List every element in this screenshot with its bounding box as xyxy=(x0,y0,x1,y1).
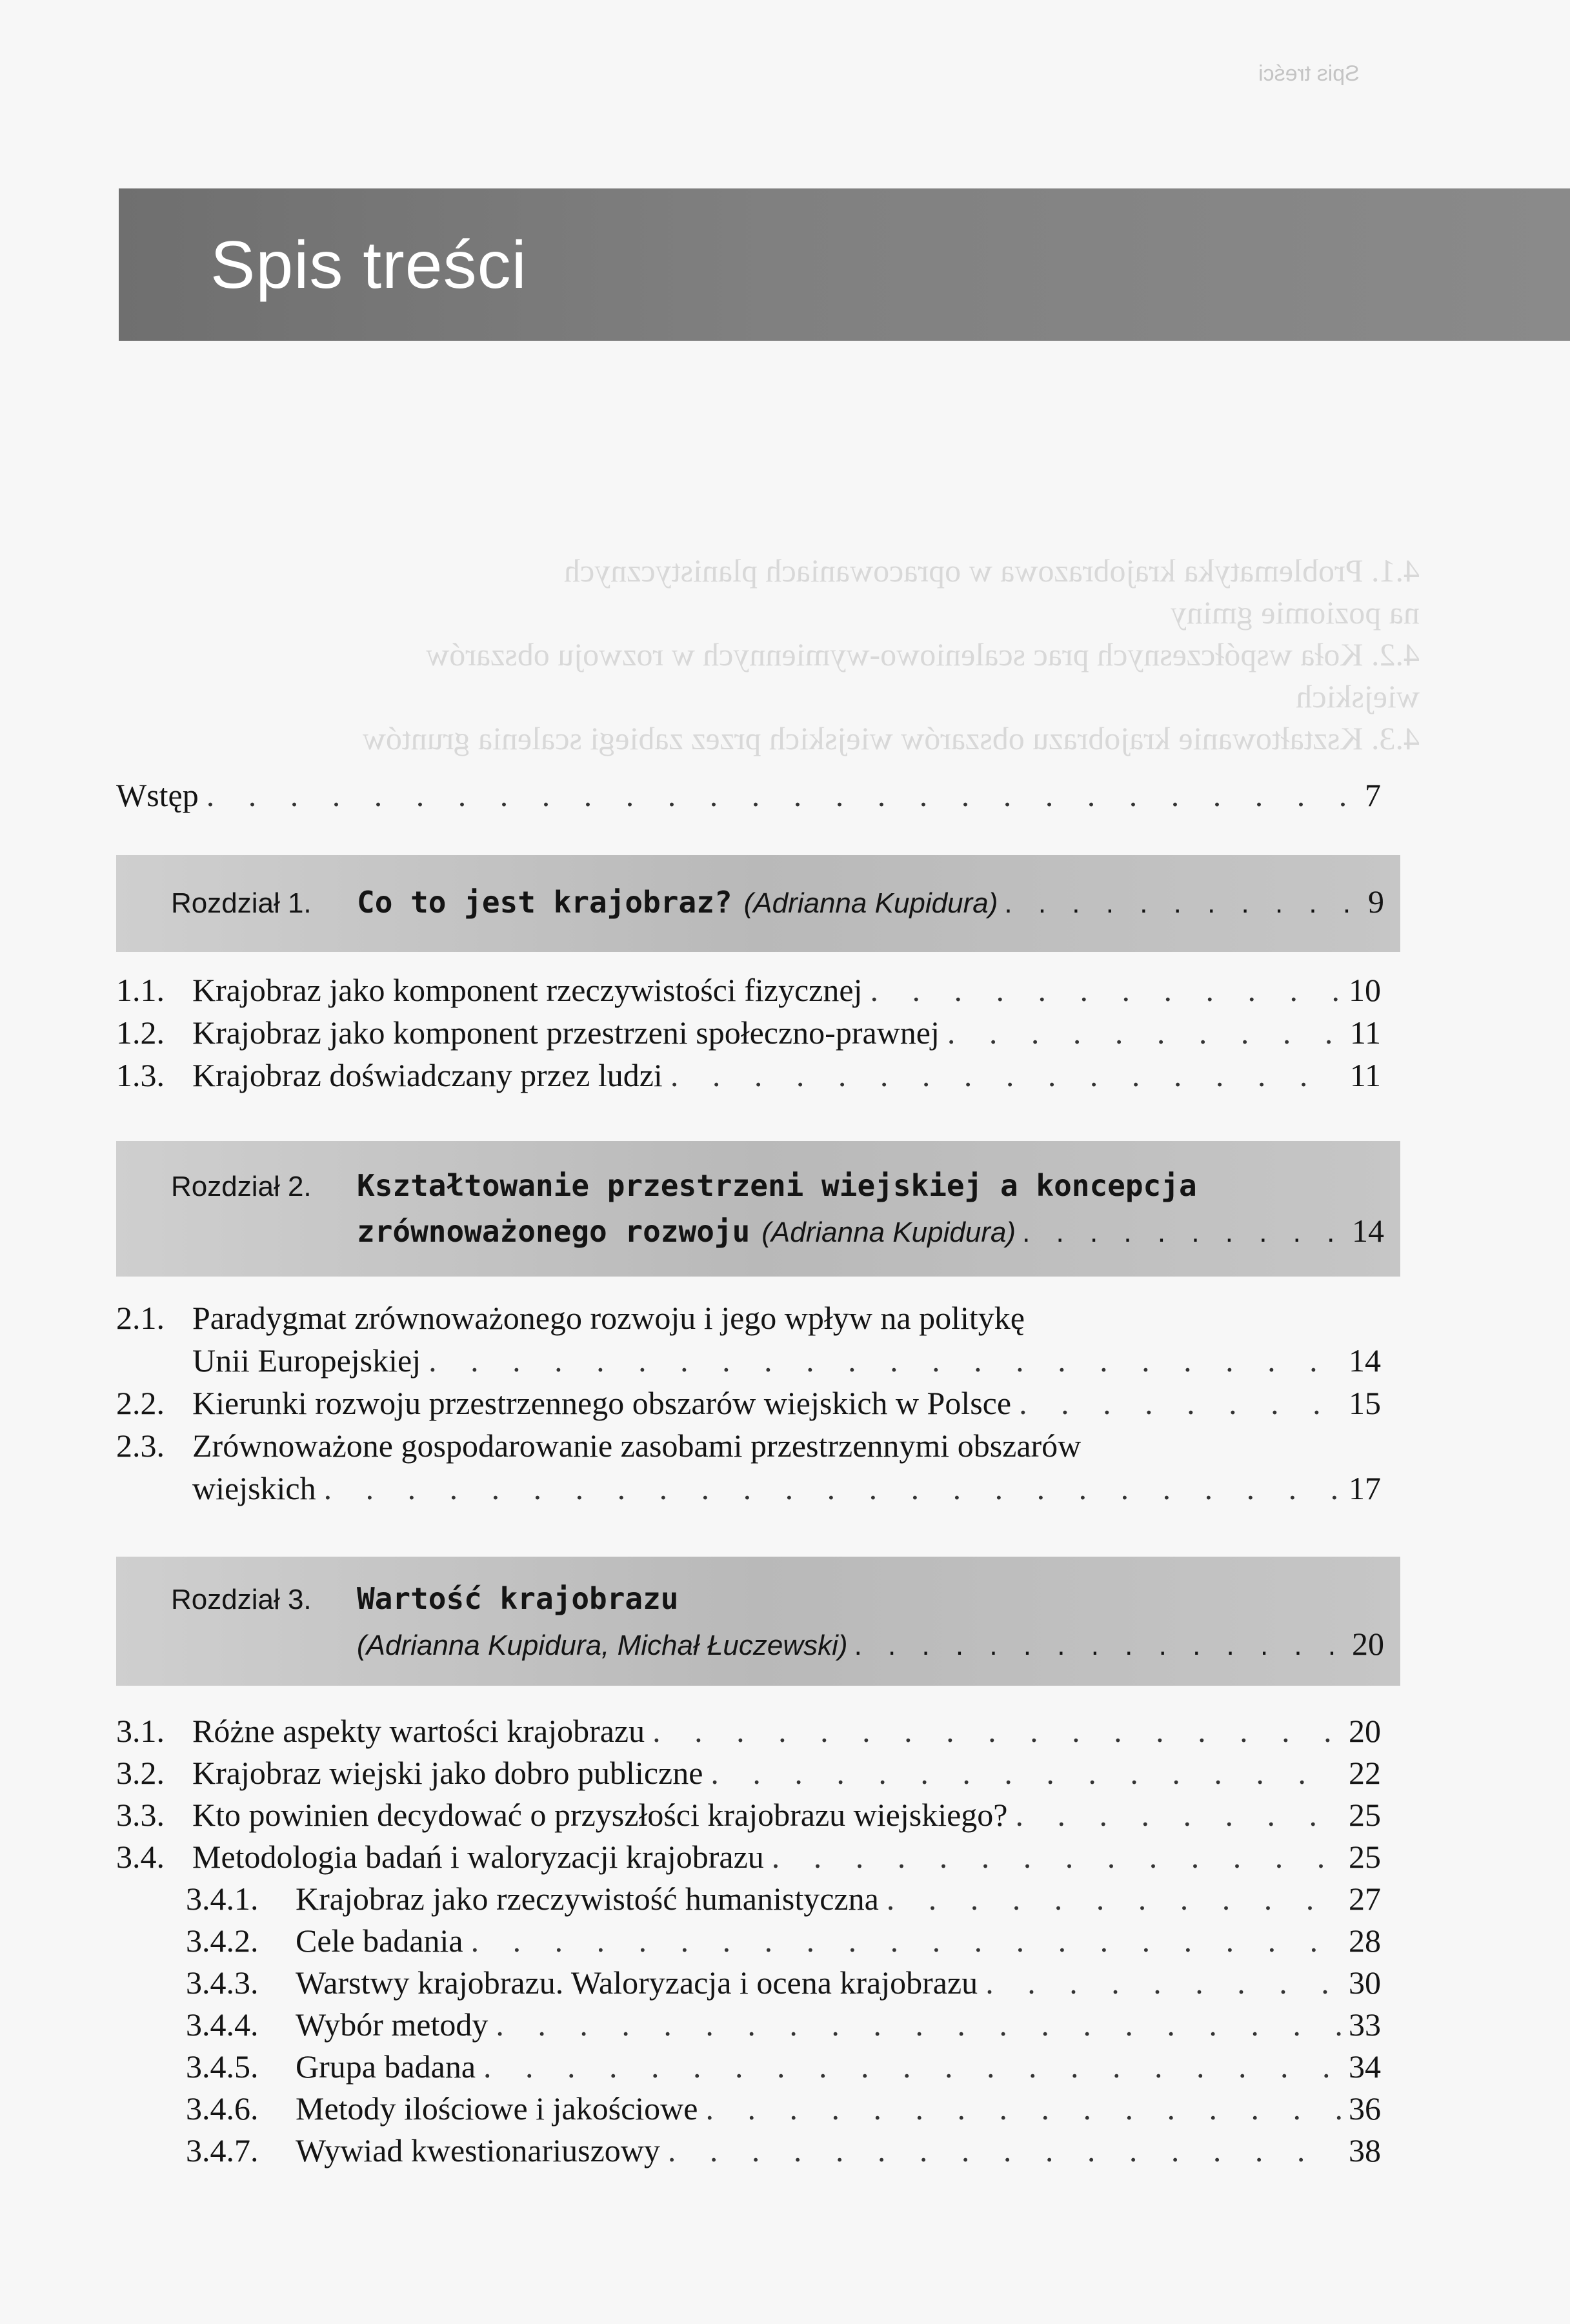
subsection-number: 3.4.5. xyxy=(186,2048,259,2085)
toc-section-cont[interactable] xyxy=(192,1468,1381,1509)
leader-dots xyxy=(668,2130,1341,2171)
chapter-heading-3[interactable] xyxy=(171,1578,1384,1621)
chapter-page: 20 xyxy=(1352,1626,1384,1662)
chapter-label: Rozdział 2. xyxy=(171,1171,312,1202)
leader-dots xyxy=(1015,1794,1341,1835)
leader-dots xyxy=(706,2088,1342,2129)
leader-dots xyxy=(670,1055,1342,1096)
section-page: 20 xyxy=(1349,1713,1381,1749)
section-page: 25 xyxy=(1349,1839,1381,1875)
leader-dots xyxy=(1004,883,1362,924)
section-label: Paradygmat zrównoważonego rozwoju i jego wpływ na politykę xyxy=(192,1300,1025,1336)
subsection-number: 3.4.3. xyxy=(186,1965,259,2001)
section-number: 3.3. xyxy=(116,1797,165,1833)
toc-entry-label: Wstęp xyxy=(116,777,199,813)
toc-section[interactable] xyxy=(116,1425,1381,1466)
section-label: Różne aspekty wartości krajobrazu xyxy=(192,1713,645,1749)
subsection-label: Cele badania xyxy=(296,1923,463,1959)
toc-section[interactable] xyxy=(116,1752,1381,1794)
leader-dots xyxy=(483,2046,1341,2087)
section-label: Zrównoważone gospodarowanie zasobami przestrzennymi obszarów xyxy=(192,1428,1082,1464)
subsection-number: 3.4.1. xyxy=(186,1881,259,1917)
subsection-label: Wywiad kwestionariuszowy xyxy=(296,2132,660,2168)
leader-dots xyxy=(1019,1382,1341,1424)
section-label: Krajobraz doświadczany przez ludzi xyxy=(192,1057,663,1093)
section-number: 1.1. xyxy=(116,972,165,1008)
chapter-heading-1[interactable] xyxy=(171,881,1384,924)
section-label: Kto powinien decydować o przyszłości krajobrazu wiejskiego? xyxy=(192,1797,1008,1833)
toc-section[interactable] xyxy=(116,1794,1381,1835)
leader-dots xyxy=(324,1468,1341,1509)
leader-dots xyxy=(471,1920,1341,1961)
leader-dots xyxy=(887,1878,1341,1919)
section-number: 3.4. xyxy=(116,1839,165,1875)
toc-section[interactable] xyxy=(116,1382,1381,1424)
leader-dots xyxy=(496,2004,1341,2045)
toc-section[interactable] xyxy=(116,969,1381,1011)
subsection-page: 28 xyxy=(1349,1923,1381,1959)
subsection-page: 38 xyxy=(1349,2132,1381,2168)
leader-dots xyxy=(854,1625,1345,1666)
section-number: 2.3. xyxy=(116,1428,165,1464)
chapter-author: (Adrianna Kupidura) xyxy=(743,887,998,919)
toc-subsection[interactable] xyxy=(186,1878,1381,1919)
section-label-cont: wiejskich xyxy=(192,1470,316,1506)
subsection-page: 34 xyxy=(1349,2048,1381,2085)
toc-subsection[interactable] xyxy=(186,1920,1381,1961)
chapter-page: 14 xyxy=(1352,1213,1384,1249)
section-page: 10 xyxy=(1349,972,1381,1008)
subsection-number: 3.4.7. xyxy=(186,2132,259,2168)
section-label: Krajobraz wiejski jako dobro publiczne xyxy=(192,1755,703,1791)
leader-dots xyxy=(1022,1212,1345,1253)
section-label: Metodologia badań i waloryzacji krajobrazu xyxy=(192,1839,764,1875)
page-title: Spis treści xyxy=(210,228,527,303)
subsection-label: Wybór metody xyxy=(296,2006,488,2043)
section-page: 11 xyxy=(1349,1057,1381,1093)
section-number: 1.2. xyxy=(116,1015,165,1051)
leader-dots xyxy=(985,1962,1341,2003)
leader-dots xyxy=(772,1836,1341,1877)
section-number: 3.2. xyxy=(116,1755,165,1791)
section-page: 15 xyxy=(1349,1385,1381,1421)
section-page: 17 xyxy=(1349,1470,1381,1506)
chapter-author: (Adrianna Kupidura, Michał Łuczewski) xyxy=(357,1630,848,1661)
chapter-heading-2-cont[interactable] xyxy=(357,1210,1384,1253)
leader-dots xyxy=(947,1012,1342,1053)
chapter-band xyxy=(116,1141,1400,1277)
subsection-page: 36 xyxy=(1349,2090,1381,2127)
section-page: 14 xyxy=(1349,1342,1381,1379)
chapter-label: Rozdział 3. xyxy=(171,1584,312,1615)
chapter-author: (Adrianna Kupidura) xyxy=(761,1217,1016,1248)
toc-subsection[interactable] xyxy=(186,2004,1381,2045)
section-page: 22 xyxy=(1349,1755,1381,1791)
bleed-through-line: 4.1. Problematyka krajobrazowa w opracowaniach planistycznych xyxy=(564,552,1420,589)
toc-section[interactable] xyxy=(116,1710,1381,1752)
toc-section[interactable] xyxy=(116,1012,1381,1053)
running-header: Spis treści xyxy=(1258,61,1360,86)
subsection-label: Grupa badana xyxy=(296,2048,476,2085)
section-label: Krajobraz jako komponent przestrzeni społeczno-prawnej xyxy=(192,1015,940,1051)
section-number: 2.2. xyxy=(116,1385,165,1421)
subsection-number: 3.4.2. xyxy=(186,1923,259,1959)
subsection-number: 3.4.4. xyxy=(186,2006,259,2043)
chapter-title: Co to jest krajobraz? xyxy=(357,885,732,920)
toc-section[interactable] xyxy=(116,1055,1381,1096)
subsection-page: 30 xyxy=(1349,1965,1381,2001)
bleed-through-line: wiejskich xyxy=(1296,678,1420,714)
toc-subsection[interactable] xyxy=(186,2130,1381,2171)
section-number: 3.1. xyxy=(116,1713,165,1749)
leader-dots xyxy=(428,1340,1341,1381)
chapter-title: Wartość krajobrazu xyxy=(357,1581,679,1616)
section-number: 1.3. xyxy=(116,1057,165,1093)
leader-dots xyxy=(206,774,1357,816)
section-label: Krajobraz jako komponent rzeczywistości fizycznej xyxy=(192,972,863,1008)
chapter-title-cont: zrównoważonego rozwoju xyxy=(357,1214,750,1249)
subsection-label: Krajobraz jako rzeczywistość humanistyczna xyxy=(296,1881,879,1917)
toc-subsection[interactable] xyxy=(186,1962,1381,2003)
leader-dots xyxy=(870,969,1341,1011)
subsection-label: Metody ilościowe i jakościowe xyxy=(296,2090,698,2127)
section-label: Kierunki rozwoju przestrzennego obszarów wiejskich w Polsce xyxy=(192,1385,1012,1421)
toc-entry-intro[interactable] xyxy=(116,774,1381,816)
section-number: 2.1. xyxy=(116,1300,165,1336)
bleed-through-line: na poziomie gminy xyxy=(1170,594,1420,631)
bleed-through-line: 4.2. Koła współczesnych prac scaleniowo-wymiennych w rozwoju obszarów xyxy=(426,636,1420,672)
section-page: 11 xyxy=(1349,1015,1381,1051)
toc-subsection[interactable] xyxy=(186,2046,1381,2087)
toc-section[interactable] xyxy=(116,1836,1381,1877)
chapter-title: Kształtowanie przestrzeni wiejskiej a koncepcja xyxy=(357,1168,1197,1203)
chapter-page: 9 xyxy=(1368,884,1384,920)
subsection-page: 33 xyxy=(1349,2006,1381,2043)
section-label-cont: Unii Europejskiej xyxy=(192,1342,421,1379)
subsection-label: Warstwy krajobrazu. Waloryzacja i ocena krajobrazu xyxy=(296,1965,978,2001)
toc-subsection[interactable] xyxy=(186,2088,1381,2129)
toc-entry-page: 7 xyxy=(1365,777,1381,813)
toc-section[interactable] xyxy=(116,1297,1381,1339)
chapter-heading-2[interactable] xyxy=(171,1165,1384,1207)
chapter-heading-3-cont[interactable] xyxy=(357,1623,1384,1666)
chapter-band xyxy=(116,1557,1400,1686)
section-page: 25 xyxy=(1349,1797,1381,1833)
bleed-through-line: 4.3. Kształtowanie krajobrazu obszarów wiejskich przez zabiegi scalenia gruntów xyxy=(362,720,1420,756)
subsection-number: 3.4.6. xyxy=(186,2090,259,2127)
subsection-page: 27 xyxy=(1349,1881,1381,1917)
chapter-label: Rozdział 1. xyxy=(171,887,312,919)
toc-section-cont[interactable] xyxy=(192,1340,1381,1381)
leader-dots xyxy=(710,1752,1341,1794)
title-banner xyxy=(119,188,1570,341)
leader-dots xyxy=(652,1710,1341,1752)
